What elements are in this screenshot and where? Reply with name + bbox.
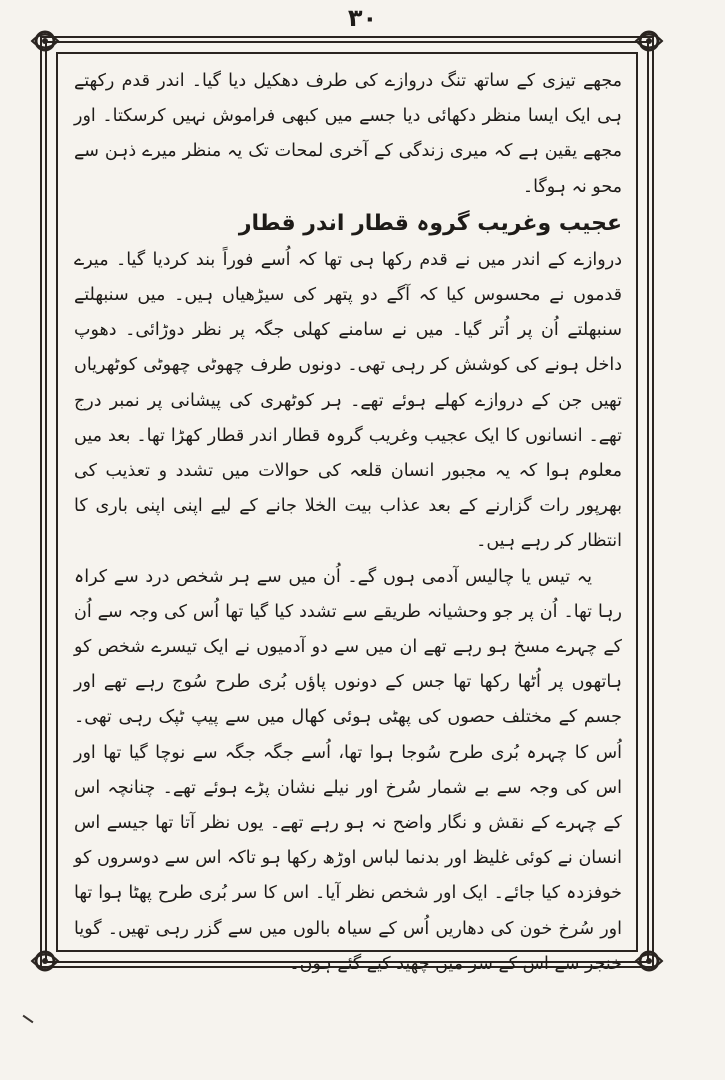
intro-paragraph: مجھے تیزی کے ساتھ تنگ دروازے کی طرف دھکیل دیا گیا۔ اندر قدم رکھتے ہی ایک ایسا منظر دکھائی دیا جسے میں کبھی فراموش نہیں کرسکتا۔ اور مجھے یقین ہے کہ میری زندگی کے آخری لمحات تک یہ منظر میرے ذہن سے محو نہ ہوگا۔ (74, 71, 622, 197)
body-paragraph: یہ تیس یا چالیس آدمی ہوں گے۔ اُن میں سے ہر شخص درد سے کراہ رہا تھا۔ اُن پر جو وحشیانہ طریقے سے تشدد کیا گیا تھا اُس کی وجہ سے اُن کے چہرے مسخ ہو رہے تھے ان میں سے دو آدمیوں نے ایک تیسرے شخص کو ہاتھوں پر اُٹھا رکھا تھا جس کے دونوں پاؤں بُری طرح سُوج رہے تھے اور جسم کے مختلف حصوں کی پھٹی ہوئی کھال میں سے پیپ ٹپک رہی تھی۔ اُس کا چہرہ بُری طرح سُوجا ہوا تھا، اُسے جگہ جگہ سے نوچا گیا تھا اور اس کی وجہ سے بے شمار سُرخ اور نیلے نشان پڑے ہوئے تھے۔ چنانچہ اس کے چہرے کے نقش و نگار واضح نہ ہو رہے تھے۔ یوں نظر آتا تھا جیسے اس انسان نے کوئی غلیظ اور بدنما لباس اوڑھ رکھا ہو تاکہ اس سے دوسروں کو خوفزدہ کیا جائے۔ ایک اور شخص نظر آیا۔ اس کا سر بُری طرح پھٹا ہوا تھا اور سُرخ خون کی دھاریں اُس کے سیاہ بالوں میں سے گزر رہی تھیں۔ گویا خنجر سے اس کے سر میں چھید کیے گئے ہوں۔ (74, 566, 622, 974)
corner-ornament-icon (632, 944, 666, 978)
page-number: ۳۰ (347, 4, 378, 32)
page-body (74, 64, 622, 974)
scan-mark (23, 1015, 34, 1024)
corner-ornament-icon (28, 944, 62, 978)
section-heading: عجیب وغریب گروہ قطار اندر قطار (238, 210, 622, 236)
body-paragraph: دروازے کے اندر میں نے قدم رکھا ہی تھا کہ اُسے فوراً بند کردیا گیا۔ میرے قدموں نے محسوس کیا کہ آگے دو پتھر کی سیڑھیاں ہیں۔ میں سنبھلتے سنبھلتے اُن پر اُتر گیا۔ میں نے سامنے کھلی جگہ پر نظر دوڑائی۔ دھوپ داخل ہونے کی کوشش کر رہی تھی۔ دونوں طرف چھوٹی چھوٹی کوٹھریاں تھیں جن کے دروازے کھلے ہوئے تھے۔ ہر کوٹھری کی پیشانی پر نمبر درج تھے۔ انسانوں کا ایک عجیب وغریب گروہ قطار اندر قطار کھڑا تھا۔ بعد میں معلوم ہوا کہ یہ مجبور انسان قلعہ کی حوالات میں تشدد و تعذیب کی بھرپور رات گزارنے کے بعد عذاب بیت الخلا جانے کے لیے اپنی اپنی باری کا انتظار کر رہے ہیں۔ (74, 249, 622, 552)
corner-ornament-icon (632, 24, 666, 58)
corner-ornament-icon (28, 24, 62, 58)
